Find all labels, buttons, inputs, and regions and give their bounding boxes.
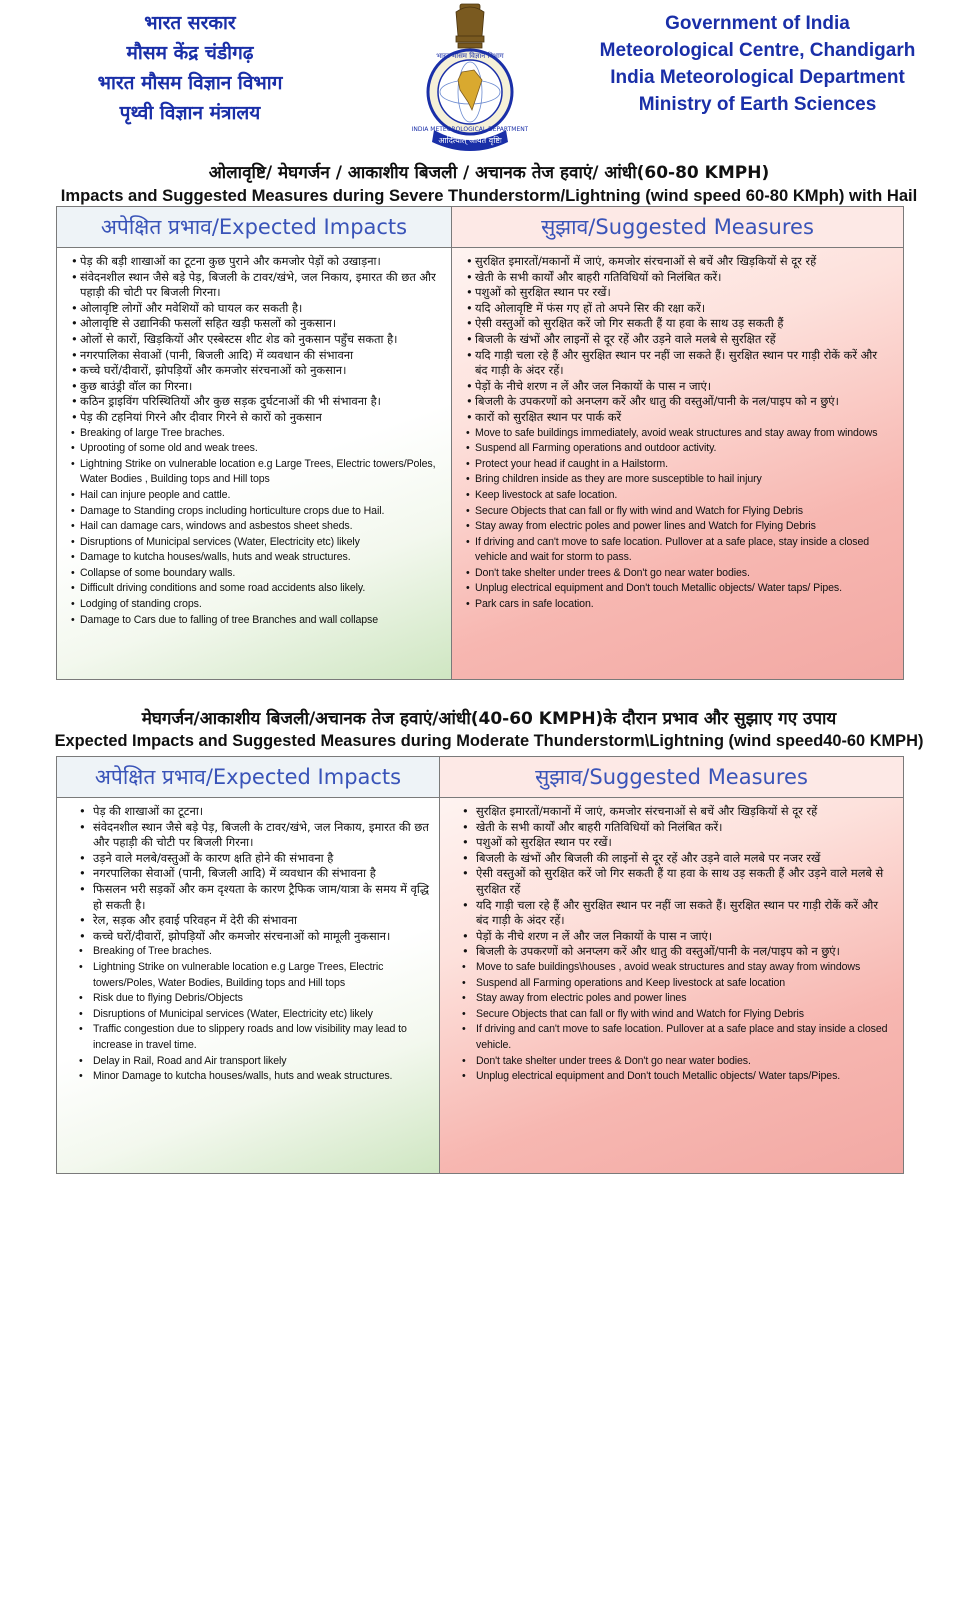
- list-item: • कच्चे घरों/दीवारों, झोपड़ियों और कमजोर संरचनाओं को मामूली नुकसान।: [79, 929, 429, 945]
- list-item: • कठिन ड्राइविंग परिस्थितियों और कुछ सड़क दुर्घटनाओं की भी संभावना है।: [71, 394, 441, 410]
- section2-impacts-header: अपेक्षित प्रभाव/Expected Impacts: [57, 757, 439, 798]
- list-item: • खेती के सभी कार्यों और बाहरी गतिविधियों को निलंबित करें।: [466, 270, 893, 286]
- section2-title-english: Expected Impacts and Suggested Measures during Moderate Thunderstorm\Lightning (wind speed40-60 KMPH): [54, 732, 924, 750]
- list-item: • Move to safe buildings immediately, avoid weak structures and stay away from windows: [466, 426, 893, 442]
- header-hindi-line: पृथ्वी विज्ञान मंत्रालय: [119, 102, 261, 124]
- list-item: • Unplug electrical equipment and Don't touch Metallic objects/ Water taps/ Pipes.: [466, 581, 893, 597]
- list-item: • Bring children inside as they are more susceptible to hail injury: [466, 472, 893, 488]
- list-item: • नगरपालिका सेवाओं (पानी, बिजली आदि) में व्यवधान की संभावना है: [79, 866, 429, 882]
- section1-measures-list: [452, 248, 903, 613]
- section1-impacts-list: [57, 248, 451, 628]
- section1-impacts-column: [57, 207, 452, 679]
- list-item: • सुरक्षित इमारतों/मकानों में जाएं, कमजोर संरचनाओं से बचें और खिड़कियों से दूर रहें: [462, 804, 893, 820]
- section1-title-hindi: ओलावृष्टि/ मेघगर्जन / आकाशीय बिजली / अचानक तेज हवाएं/ आंधी(60-80 KMPH): [208, 163, 770, 183]
- list-item: • Disruptions of Municipal services (Water, Electricity etc) likely: [79, 1007, 429, 1023]
- list-item: • Difficult driving conditions and some road accidents also likely.: [71, 581, 441, 597]
- list-item: • Breaking of Tree braches.: [79, 944, 429, 960]
- header-english-line: India Meteorological Department: [610, 67, 905, 88]
- list-item: • Secure Objects that can fall or fly with wind and Watch for Flying Debris: [462, 1007, 893, 1023]
- section2-title-hindi: मेघगर्जन/आकाशीय बिजली/अचानक तेज हवाएं/आंधी(40-60 KMPH)के दौरान प्रभाव और सुझाए गए उपाय: [141, 709, 837, 729]
- list-item: • Move to safe buildings\houses , avoid weak structures and stay away from windows: [462, 960, 893, 976]
- header-english-line: Ministry of Earth Sciences: [638, 94, 877, 115]
- list-item: • पेड़ों के नीचे शरण न लें और जल निकायों के पास न जाएं।: [466, 379, 893, 395]
- list-item: • ओलों से कारों, खिड़कियों और एस्बेस्टस शीट शेड को नुकसान पहुँच सकता है।: [71, 332, 441, 348]
- list-item: • Uprooting of some old and weak trees.: [71, 441, 441, 457]
- list-item: • Secure Objects that can fall or fly with wind and Watch for Flying Debris: [466, 504, 893, 520]
- list-item: • Damage to Cars due to falling of tree Branches and wall collapse: [71, 613, 441, 629]
- section1-table: [56, 206, 904, 680]
- section2-impacts-column: [57, 757, 440, 1173]
- list-item: • ऐसी वस्तुओं को सुरक्षित करें जो गिर सकती हैं या हवा के साथ उड़ सकती हैं: [466, 316, 893, 332]
- list-item: • बिजली के उपकरणों को अनप्लग करें और धातु की वस्तुओं/पानी के नल/पाइप को न छुएं।: [466, 394, 893, 410]
- header-english-line: Government of India: [665, 13, 850, 34]
- list-item: • संवेदनशील स्थान जैसे बड़े पेड़, बिजली के टावर/खंभे, जल निकाय, इमारत की छत और पहाड़ी की चोटी पर बिजली गिरना।: [71, 270, 441, 301]
- list-item: • ओलावृष्टि से उद्यानिकी फसलों सहित खड़ी फसलों को नुकसान।: [71, 316, 441, 332]
- list-item: • Hail can injure people and cattle.: [71, 488, 441, 504]
- list-item: • Don't take shelter under trees & Don't go near water bodies.: [466, 566, 893, 582]
- list-item: • कारों को सुरक्षित स्थान पर पार्क करें: [466, 410, 893, 426]
- section1-title-english: Impacts and Suggested Measures during Severe Thunderstorm/Lightning (wind speed 60-80 KMph) with Hail: [60, 186, 918, 205]
- list-item: • Damage to Standing crops including horticulture crops due to Hail.: [71, 504, 441, 520]
- list-item: • Breaking of large Tree braches.: [71, 426, 441, 442]
- list-item: • Park cars in safe location.: [466, 597, 893, 613]
- header-english: [590, 10, 925, 118]
- list-item: • कच्चे घरों/दीवारों, झोपड़ियों और कमजोर संरचनाओं को नुकसान।: [71, 363, 441, 379]
- list-item: • पशुओं को सुरक्षित स्थान पर रखें।: [466, 285, 893, 301]
- list-item: • ओलावृष्टि लोगों और मवेशियों को घायल कर सकती है।: [71, 301, 441, 317]
- list-item: • Suspend all Farming operations and outdoor activity.: [466, 441, 893, 457]
- list-item: • Delay in Rail, Road and Air transport likely: [79, 1054, 429, 1070]
- imd-emblem-icon: [412, 2, 528, 152]
- list-item: • फिसलन भरी सड़कों और कम दृश्यता के कारण ट्रैफिक जाम/यात्रा के समय में वृद्धि हो सकती है।: [79, 882, 429, 913]
- svg-text:INDIA METEOROLOGICAL DEPARTMEN: INDIA METEOROLOGICAL DEPARTMENT: [412, 126, 528, 133]
- list-item: • बिजली के उपकरणों को अनप्लग करें और धातु की वस्तुओं/पानी के नल/पाइप को न छुएं।: [462, 944, 893, 960]
- section2-measures-list: [440, 798, 903, 1085]
- list-item: • Lightning Strike on vulnerable location e.g Large Trees, Electric towers/Poles, Water Bodies, Building tops and Hill tops: [79, 960, 429, 991]
- list-item: • ऐसी वस्तुओं को सुरक्षित करें जो गिर सकती हैं या हवा के साथ उड़ सकती हैं और उड़ने वाले मलबे से सुरक्षित रहें: [462, 866, 893, 897]
- list-item: • Hail can damage cars, windows and asbestos sheet sheds.: [71, 519, 441, 535]
- list-item: • बिजली के खंभों और बिजली की लाइनों से दूर रहें और उड़ने वाले मलबे पर नजर रखें: [462, 851, 893, 867]
- list-item: • पेड़ों के नीचे शरण न लें और जल निकायों के पास न जाएं।: [462, 929, 893, 945]
- section2-measures-header: सुझाव/Suggested Measures: [440, 757, 903, 798]
- list-item: • बिजली के खंभों और लाइनों से दूर रहें और उड़ने वाले मलबे से सुरक्षित रहें: [466, 332, 893, 348]
- list-item: • कुछ बाउंड्री वॉल का गिरना।: [71, 379, 441, 395]
- section2-table: [56, 756, 904, 1174]
- list-item: • संवेदनशील स्थान जैसे बड़े पेड़, बिजली के टावर/खंभे, जल निकाय, इमारत की छत और पहाड़ी की चोटी पर बिजली गिरना।: [79, 820, 429, 851]
- header-hindi-line: भारत सरकार: [144, 12, 236, 34]
- section2-impacts-list: [57, 798, 439, 1085]
- list-item: • Protect your head if caught in a Hailstorm.: [466, 457, 893, 473]
- list-item: • यदि गाड़ी चला रहे हैं और सुरक्षित स्थान पर नहीं जा सकते हैं। सुरक्षित स्थान पर गाड़ी रोकें करें और बंद गाड़ी के अंदर रहें।: [462, 898, 893, 929]
- list-item: • पशुओं को सुरक्षित स्थान पर रखें।: [462, 835, 893, 851]
- list-item: • Risk due to flying Debris/Objects: [79, 991, 429, 1007]
- list-item: • खेती के सभी कार्यों और बाहरी गतिविधियों को निलंबित करें।: [462, 820, 893, 836]
- list-item: • सुरक्षित इमारतों/मकानों में जाएं, कमजोर संरचनाओं से बचें और खिड़कियों से दूर रहें: [466, 254, 893, 270]
- list-item: • If driving and can't move to safe location. Pullover at a safe place and stay inside a closed vehicle.: [462, 1022, 893, 1053]
- list-item: • पेड़ की शाखाओं का टूटना।: [79, 804, 429, 820]
- section1-measures-header: सुझाव/Suggested Measures: [452, 207, 903, 248]
- list-item: • Damage to kutcha houses/walls, huts and weak structures.: [71, 550, 441, 566]
- list-item: • Keep livestock at safe location.: [466, 488, 893, 504]
- list-item: • Don't take shelter under trees & Don't go near water bodies.: [462, 1054, 893, 1070]
- list-item: • यदि गाड़ी चला रहे हैं और सुरक्षित स्थान पर नहीं जा सकते हैं। सुरक्षित स्थान पर गाड़ी रोकें करें और बंद गाड़ी के अंदर रहें।: [466, 348, 893, 379]
- list-item: • Lodging of standing crops.: [71, 597, 441, 613]
- list-item: • Unplug electrical equipment and Don't touch Metallic objects/ Water taps/Pipes.: [462, 1069, 893, 1085]
- list-item: • Suspend all Farming operations and Keep livestock at safe location: [462, 976, 893, 992]
- list-item: • यदि ओलावृष्टि में फंस गए हों तो अपने सिर की रक्षा करें।: [466, 301, 893, 317]
- list-item: • Lightning Strike on vulnerable location e.g Large Trees, Electric towers/Poles, Water Bodies , Building tops and Hill tops: [71, 457, 441, 488]
- section1-measures-column: [452, 207, 903, 679]
- section1-impacts-header: अपेक्षित प्रभाव/Expected Impacts: [57, 207, 451, 248]
- list-item: • Traffic congestion due to slippery roads and low visibility may lead to increase in travel time.: [79, 1022, 429, 1053]
- list-item: • Stay away from electric poles and power lines and Watch for Flying Debris: [466, 519, 893, 535]
- list-item: • रेल, सड़क और हवाई परिवहन में देरी की संभावना: [79, 913, 429, 929]
- list-item: • नगरपालिका सेवाओं (पानी, बिजली आदि) में व्यवधान की संभावना: [71, 348, 441, 364]
- svg-text:भारत मौसम विज्ञान विभाग: भारत मौसम विज्ञान विभाग: [436, 52, 504, 60]
- header-english-line: Meteorological Centre, Chandigarh: [599, 40, 916, 61]
- header-hindi-line: मौसम केंद्र चंडीगढ़: [126, 42, 254, 64]
- list-item: • पेड़ की बड़ी शाखाओं का टूटना कुछ पुराने और कमजोर पेड़ों को उखाड़ना।: [71, 254, 441, 270]
- header-hindi-line: भारत मौसम विज्ञान विभाग: [97, 72, 283, 94]
- list-item: • Stay away from electric poles and power lines: [462, 991, 893, 1007]
- list-item: • उड़ने वाले मलबे/वस्तुओं के कारण क्षति होने की संभावना है: [79, 851, 429, 867]
- header-hindi: [60, 8, 320, 128]
- svg-text:आदित्यात् जायते वृष्टिः: आदित्यात् जायते वृष्टिः: [438, 136, 502, 145]
- list-item: • Collapse of some boundary walls.: [71, 566, 441, 582]
- section2-measures-column: [440, 757, 903, 1173]
- list-item: • If driving and can't move to safe location. Pullover at a safe place, stay inside a closed vehicle and wait for storm to pass.: [466, 535, 893, 566]
- list-item: • पेड़ की टहनियां गिरने और दीवार गिरने से कारों को नुकसान: [71, 410, 441, 426]
- list-item: • Disruptions of Municipal services (Water, Electricity etc) likely: [71, 535, 441, 551]
- list-item: • Minor Damage to kutcha houses/walls, huts and weak structures.: [79, 1069, 429, 1085]
